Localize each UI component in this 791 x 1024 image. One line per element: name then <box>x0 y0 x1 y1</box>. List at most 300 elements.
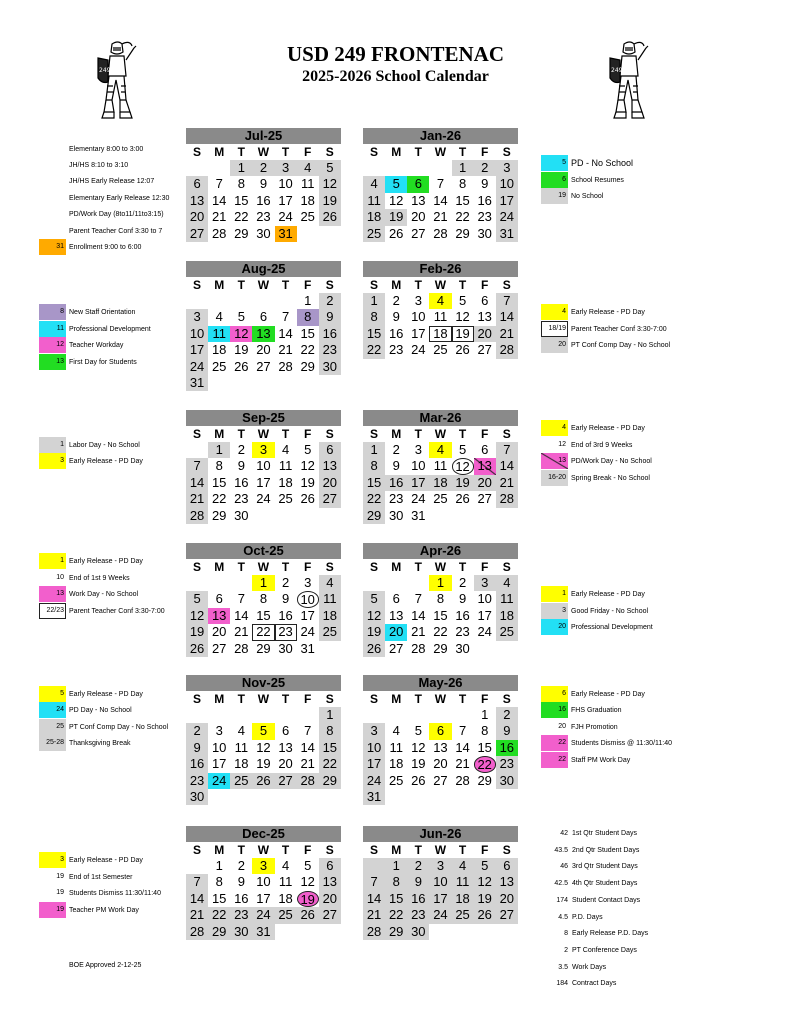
day-cell[interactable]: 20 <box>319 475 341 491</box>
day-cell[interactable]: 18 <box>278 474 293 490</box>
day-cell[interactable]: 26 <box>186 641 208 657</box>
day-cell[interactable]: 11 <box>278 458 293 474</box>
day-cell[interactable]: 1 <box>363 442 385 458</box>
day-cell[interactable]: 24 <box>256 491 271 507</box>
day-cell[interactable]: 21 <box>496 475 518 491</box>
day-cell[interactable]: 6 <box>319 858 341 874</box>
day-cell[interactable]: 14 <box>496 309 518 325</box>
day-cell[interactable]: 10 <box>297 591 319 607</box>
day-cell[interactable]: 2 <box>237 442 245 457</box>
day-cell[interactable]: 31 <box>411 507 426 523</box>
day-cell[interactable]: 19 <box>300 474 315 490</box>
day-cell[interactable]: 30 <box>278 640 293 656</box>
day-cell[interactable]: 22 <box>252 624 274 640</box>
day-cell[interactable]: 10 <box>211 739 227 755</box>
day-cell[interactable]: 19 <box>385 209 407 225</box>
day-cell[interactable]: 26 <box>474 907 496 923</box>
day-cell[interactable]: 31 <box>363 789 385 805</box>
day-cell[interactable]: 6 <box>496 858 518 874</box>
day-cell[interactable]: 24 <box>411 491 426 507</box>
day-cell[interactable]: 16 <box>319 326 341 342</box>
day-cell[interactable]: 22 <box>211 491 227 507</box>
day-cell[interactable]: 4 <box>452 858 474 874</box>
day-cell[interactable]: 26 <box>319 209 341 225</box>
day-cell[interactable]: 23 <box>407 907 429 923</box>
day-cell[interactable]: 20 <box>278 756 293 772</box>
day-cell[interactable]: 26 <box>455 342 470 358</box>
day-cell[interactable]: 5 <box>385 176 407 192</box>
day-cell[interactable]: 4 <box>297 160 319 176</box>
day-cell[interactable]: 25 <box>433 491 448 507</box>
day-cell[interactable]: 13 <box>388 607 404 623</box>
day-cell[interactable]: 13 <box>319 874 341 890</box>
day-cell[interactable]: 17 <box>256 890 271 906</box>
day-cell[interactable]: 17 <box>211 756 227 772</box>
day-cell[interactable]: 13 <box>411 192 426 208</box>
day-cell[interactable]: 21 <box>433 209 448 225</box>
day-cell[interactable]: 22 <box>300 342 315 358</box>
day-cell[interactable]: 17 <box>496 193 518 209</box>
day-cell[interactable]: 13 <box>477 309 492 325</box>
day-cell[interactable]: 24 <box>208 773 230 789</box>
day-cell[interactable]: 16 <box>455 607 470 623</box>
day-cell[interactable]: 6 <box>429 723 451 739</box>
day-cell[interactable]: 7 <box>186 458 208 474</box>
day-cell[interactable]: 12 <box>474 874 496 890</box>
day-cell[interactable]: 18 <box>429 475 451 491</box>
day-cell[interactable]: 23 <box>256 209 271 225</box>
day-cell[interactable]: 28 <box>297 773 319 789</box>
day-cell[interactable]: 11 <box>389 739 403 755</box>
day-cell[interactable]: 12 <box>300 874 315 890</box>
day-cell[interactable]: 8 <box>363 458 385 474</box>
day-cell[interactable]: 15 <box>300 325 315 341</box>
day-cell[interactable]: 19 <box>256 756 271 772</box>
day-cell[interactable]: 16 <box>388 325 404 341</box>
day-cell[interactable]: 5 <box>363 591 385 607</box>
day-cell[interactable]: 4 <box>319 575 341 591</box>
day-cell[interactable]: 15 <box>433 607 448 623</box>
day-cell[interactable]: 7 <box>186 874 208 890</box>
day-cell[interactable]: 7 <box>496 293 518 309</box>
day-cell[interactable]: 5 <box>237 309 245 325</box>
day-cell[interactable]: 14 <box>278 325 293 341</box>
day-cell[interactable]: 31 <box>252 924 274 940</box>
day-cell[interactable]: 26 <box>388 225 404 241</box>
day-cell[interactable]: 30 <box>496 773 518 789</box>
day-cell[interactable]: 23 <box>496 756 518 772</box>
day-cell[interactable]: 4 <box>215 309 223 325</box>
day-cell[interactable]: 25 <box>433 342 448 358</box>
day-cell[interactable]: 29 <box>319 773 341 789</box>
day-cell[interactable]: 1 <box>319 707 341 723</box>
day-cell[interactable]: 1 <box>304 293 312 308</box>
day-cell[interactable]: 22 <box>385 907 407 923</box>
day-cell[interactable]: 22 <box>363 342 385 358</box>
day-cell[interactable]: 7 <box>436 176 445 192</box>
day-cell[interactable]: 14 <box>211 192 227 208</box>
day-cell[interactable]: 22 <box>208 907 230 923</box>
day-cell[interactable]: 12 <box>411 739 426 755</box>
day-cell[interactable]: 15 <box>319 740 341 756</box>
day-cell[interactable]: 10 <box>186 326 208 342</box>
day-cell[interactable]: 1 <box>208 442 230 458</box>
day-cell[interactable]: 6 <box>186 176 208 192</box>
day-cell[interactable]: 19 <box>319 193 341 209</box>
day-cell[interactable]: 30 <box>230 924 252 940</box>
day-cell[interactable]: 2 <box>319 293 341 309</box>
day-cell[interactable]: 11 <box>300 176 315 192</box>
day-cell[interactable]: 28 <box>411 640 426 656</box>
day-cell[interactable]: 30 <box>256 225 271 241</box>
day-cell[interactable]: 10 <box>411 458 426 474</box>
day-cell[interactable]: 30 <box>319 359 341 375</box>
day-cell[interactable]: 20 <box>496 891 518 907</box>
day-cell[interactable]: 6 <box>319 442 341 458</box>
day-cell[interactable]: 21 <box>300 756 315 772</box>
day-cell[interactable]: 15 <box>211 474 227 490</box>
day-cell[interactable]: 2 <box>474 160 496 176</box>
day-cell[interactable]: 11 <box>208 326 230 342</box>
day-cell[interactable]: 11 <box>319 591 341 607</box>
day-cell[interactable]: 5 <box>319 160 341 176</box>
day-cell[interactable]: 24 <box>300 624 315 640</box>
day-cell[interactable]: 3 <box>429 858 451 874</box>
day-cell[interactable]: 3 <box>304 575 312 590</box>
day-cell[interactable]: 1 <box>385 858 407 874</box>
day-cell[interactable]: 4 <box>429 293 451 309</box>
day-cell[interactable]: 27 <box>319 907 341 923</box>
day-cell[interactable]: 27 <box>275 773 297 789</box>
day-cell[interactable]: 21 <box>363 907 385 923</box>
day-cell[interactable]: 10 <box>363 740 385 756</box>
day-cell[interactable]: 28 <box>496 342 518 358</box>
day-cell[interactable]: 28 <box>433 225 448 241</box>
day-cell[interactable]: 14 <box>186 475 208 491</box>
day-cell[interactable]: 6 <box>481 442 489 457</box>
day-cell[interactable]: 24 <box>252 907 274 923</box>
day-cell[interactable]: 20 <box>411 209 426 225</box>
day-cell[interactable]: 1 <box>429 575 451 591</box>
day-cell[interactable]: 7 <box>281 309 290 325</box>
day-cell[interactable]: 22 <box>234 209 249 225</box>
day-cell[interactable]: 14 <box>433 192 448 208</box>
day-cell[interactable]: 7 <box>458 723 467 739</box>
day-cell[interactable]: 9 <box>392 309 400 325</box>
day-cell[interactable]: 19 <box>186 624 208 640</box>
day-cell[interactable]: 17 <box>186 342 208 358</box>
day-cell[interactable]: 25 <box>230 773 252 789</box>
day-cell[interactable]: 8 <box>297 309 319 325</box>
day-cell[interactable]: 17 <box>278 192 293 208</box>
day-cell[interactable]: 26 <box>363 641 385 657</box>
day-cell[interactable]: 28 <box>363 924 385 940</box>
day-cell[interactable]: 9 <box>319 309 341 325</box>
day-cell[interactable]: 9 <box>407 874 429 890</box>
day-cell[interactable]: 4 <box>363 176 385 192</box>
day-cell[interactable]: 15 <box>385 891 407 907</box>
day-cell[interactable]: 31 <box>275 226 297 242</box>
day-cell[interactable]: 26 <box>234 358 249 374</box>
day-cell[interactable]: 7 <box>215 176 223 192</box>
day-cell[interactable]: 2 <box>237 858 245 873</box>
day-cell[interactable]: 27 <box>319 491 341 507</box>
day-cell[interactable]: 11 <box>363 193 385 209</box>
day-cell[interactable]: 3 <box>474 575 496 591</box>
day-cell[interactable]: 31 <box>186 375 208 391</box>
day-cell[interactable]: 5 <box>186 591 208 607</box>
day-cell[interactable]: 7 <box>414 591 422 607</box>
day-cell[interactable]: 18 <box>211 342 227 358</box>
day-cell[interactable]: 7 <box>304 723 312 739</box>
day-cell[interactable]: 5 <box>304 858 312 873</box>
day-cell[interactable]: 12 <box>256 739 271 755</box>
day-cell[interactable]: 25 <box>452 907 474 923</box>
day-cell[interactable]: 13 <box>433 739 448 755</box>
day-cell[interactable]: 24 <box>186 359 208 375</box>
day-cell[interactable]: 19 <box>234 342 249 358</box>
day-cell[interactable]: 26 <box>300 491 315 507</box>
day-cell[interactable]: 2 <box>392 293 400 308</box>
day-cell[interactable]: 22 <box>433 624 448 640</box>
day-cell[interactable]: 4 <box>392 723 400 739</box>
day-cell[interactable]: 2 <box>392 442 400 457</box>
day-cell[interactable]: 1 <box>215 858 223 873</box>
day-cell[interactable]: 27 <box>477 491 492 507</box>
day-cell[interactable]: 24 <box>278 209 293 225</box>
day-cell[interactable]: 10 <box>477 591 492 607</box>
day-cell[interactable]: 18 <box>234 756 249 772</box>
day-cell[interactable]: 5 <box>458 442 467 457</box>
day-cell[interactable]: 21 <box>186 907 208 923</box>
day-cell[interactable]: 16 <box>278 607 293 623</box>
day-cell[interactable]: 16 <box>256 192 271 208</box>
day-cell[interactable]: 15 <box>363 326 385 342</box>
day-cell[interactable]: 29 <box>256 640 271 656</box>
day-cell[interactable]: 18 <box>363 209 385 225</box>
day-cell[interactable]: 28 <box>211 225 227 241</box>
day-cell[interactable]: 12 <box>300 458 315 474</box>
day-cell[interactable]: 28 <box>234 640 249 656</box>
day-cell[interactable]: 14 <box>455 739 470 755</box>
day-cell[interactable]: 21 <box>455 756 470 772</box>
day-cell[interactable]: 18 <box>388 756 404 772</box>
day-cell[interactable]: 14 <box>186 891 208 907</box>
day-cell[interactable]: 30 <box>388 507 404 523</box>
day-cell[interactable]: 14 <box>411 607 426 623</box>
day-cell[interactable]: 1 <box>230 160 252 176</box>
day-cell[interactable]: 12 <box>319 176 341 192</box>
day-cell[interactable]: 2 <box>281 575 290 590</box>
day-cell[interactable]: 15 <box>477 739 492 755</box>
day-cell[interactable]: 21 <box>496 326 518 342</box>
day-cell[interactable]: 20 <box>211 624 227 640</box>
day-cell[interactable]: 12 <box>452 458 474 474</box>
day-cell[interactable]: 5 <box>474 858 496 874</box>
day-cell[interactable]: 30 <box>234 507 249 523</box>
day-cell[interactable]: 22 <box>474 756 496 772</box>
day-cell[interactable]: 28 <box>186 508 208 524</box>
day-cell[interactable]: 1 <box>481 707 489 722</box>
day-cell[interactable]: 23 <box>234 491 249 507</box>
day-cell[interactable]: 15 <box>363 475 385 491</box>
day-cell[interactable]: 7 <box>496 442 518 458</box>
day-cell[interactable]: 30 <box>455 640 470 656</box>
day-cell[interactable]: 9 <box>237 874 245 890</box>
day-cell[interactable]: 12 <box>455 309 470 325</box>
day-cell[interactable]: 29 <box>234 225 249 241</box>
day-cell[interactable]: 16 <box>385 475 407 491</box>
day-cell[interactable]: 18 <box>429 326 451 342</box>
day-cell[interactable]: 1 <box>452 160 474 176</box>
day-cell[interactable]: 29 <box>300 358 315 374</box>
day-cell[interactable]: 10 <box>278 176 293 192</box>
day-cell[interactable]: 28 <box>496 491 518 507</box>
day-cell[interactable]: 6 <box>281 723 290 739</box>
day-cell[interactable]: 24 <box>477 624 492 640</box>
day-cell[interactable]: 6 <box>392 591 400 607</box>
day-cell[interactable]: 31 <box>496 226 518 242</box>
day-cell[interactable]: 27 <box>411 225 426 241</box>
day-cell[interactable]: 9 <box>392 458 400 474</box>
day-cell[interactable]: 12 <box>186 608 208 624</box>
day-cell[interactable]: 17 <box>407 475 429 491</box>
day-cell[interactable]: 3 <box>215 723 223 739</box>
day-cell[interactable]: 19 <box>452 475 474 491</box>
day-cell[interactable]: 15 <box>234 192 249 208</box>
day-cell[interactable]: 20 <box>474 475 496 491</box>
day-cell[interactable]: 5 <box>304 442 312 457</box>
day-cell[interactable]: 3 <box>186 309 208 325</box>
day-cell[interactable]: 3 <box>275 160 297 176</box>
day-cell[interactable]: 29 <box>433 640 448 656</box>
day-cell[interactable]: 16 <box>234 890 249 906</box>
day-cell[interactable]: 9 <box>259 176 268 192</box>
day-cell[interactable]: 20 <box>186 209 208 225</box>
day-cell[interactable]: 7 <box>363 874 385 890</box>
day-cell[interactable]: 10 <box>496 176 518 192</box>
day-cell[interactable]: 29 <box>455 225 470 241</box>
day-cell[interactable]: 14 <box>363 891 385 907</box>
day-cell[interactable]: 25 <box>300 209 315 225</box>
day-cell[interactable]: 8 <box>385 874 407 890</box>
day-cell[interactable]: 30 <box>186 789 208 805</box>
day-cell[interactable]: 14 <box>496 458 518 474</box>
day-cell[interactable]: 20 <box>433 756 448 772</box>
day-cell[interactable]: 23 <box>275 624 297 640</box>
day-cell[interactable]: 28 <box>278 358 293 374</box>
day-cell[interactable]: 21 <box>186 491 208 507</box>
day-cell[interactable]: 19 <box>411 756 426 772</box>
day-cell[interactable]: 17 <box>477 607 492 623</box>
day-cell[interactable]: 4 <box>281 442 290 457</box>
day-cell[interactable]: 27 <box>496 907 518 923</box>
day-cell[interactable]: 24 <box>363 773 385 789</box>
day-cell[interactable]: 6 <box>259 309 268 325</box>
day-cell[interactable]: 8 <box>458 176 467 192</box>
day-cell[interactable]: 30 <box>477 225 492 241</box>
day-cell[interactable]: 26 <box>252 773 274 789</box>
day-cell[interactable]: 23 <box>186 773 208 789</box>
day-cell[interactable]: 15 <box>256 607 271 623</box>
day-cell[interactable]: 13 <box>186 193 208 209</box>
day-cell[interactable]: 3 <box>414 442 422 457</box>
day-cell[interactable]: 13 <box>278 739 293 755</box>
day-cell[interactable]: 23 <box>477 209 492 225</box>
day-cell[interactable]: 24 <box>429 907 451 923</box>
day-cell[interactable]: 9 <box>281 591 290 607</box>
day-cell[interactable]: 17 <box>256 474 271 490</box>
day-cell[interactable]: 9 <box>458 591 467 607</box>
day-cell[interactable]: 31 <box>300 640 315 656</box>
day-cell[interactable]: 12 <box>230 326 252 342</box>
day-cell[interactable]: 8 <box>319 723 341 739</box>
day-cell[interactable]: 19 <box>363 624 385 640</box>
day-cell[interactable]: 20 <box>256 342 271 358</box>
day-cell[interactable]: 8 <box>237 176 245 192</box>
day-cell[interactable]: 30 <box>407 924 429 940</box>
day-cell[interactable]: 28 <box>455 772 470 788</box>
day-cell[interactable]: 20 <box>474 326 496 342</box>
day-cell[interactable]: 25 <box>388 772 404 788</box>
day-cell[interactable]: 13 <box>252 326 274 342</box>
day-cell[interactable]: 17 <box>429 891 451 907</box>
day-cell[interactable]: 22 <box>319 756 341 772</box>
day-cell[interactable]: 11 <box>496 591 518 607</box>
day-cell[interactable]: 8 <box>363 309 385 325</box>
day-cell[interactable]: 21 <box>211 209 227 225</box>
day-cell[interactable]: 2 <box>496 707 518 723</box>
day-cell[interactable]: 11 <box>234 739 249 755</box>
day-cell[interactable]: 8 <box>215 874 223 890</box>
day-cell[interactable]: 29 <box>208 924 230 940</box>
day-cell[interactable]: 8 <box>436 591 445 607</box>
day-cell[interactable]: 25 <box>319 624 341 640</box>
day-cell[interactable]: 29 <box>363 508 385 524</box>
day-cell[interactable]: 12 <box>388 192 404 208</box>
day-cell[interactable]: 28 <box>186 924 208 940</box>
day-cell[interactable]: 27 <box>256 358 271 374</box>
day-cell[interactable]: 16 <box>496 740 518 756</box>
day-cell[interactable]: 19 <box>474 891 496 907</box>
day-cell[interactable]: 21 <box>411 624 426 640</box>
day-cell[interactable]: 19 <box>452 326 474 342</box>
day-cell[interactable]: 29 <box>385 924 407 940</box>
day-cell[interactable]: 1 <box>363 293 385 309</box>
day-cell[interactable]: 23 <box>230 907 252 923</box>
day-cell[interactable]: 25 <box>211 358 227 374</box>
day-cell[interactable]: 18 <box>300 192 315 208</box>
day-cell[interactable]: 13 <box>474 458 496 474</box>
day-cell[interactable]: 22 <box>363 491 385 507</box>
day-cell[interactable]: 15 <box>455 192 470 208</box>
day-cell[interactable]: 11 <box>433 309 448 325</box>
day-cell[interactable]: 2 <box>186 723 208 739</box>
day-cell[interactable]: 3 <box>252 442 274 458</box>
day-cell[interactable]: 5 <box>414 723 422 739</box>
day-cell[interactable]: 9 <box>237 458 245 474</box>
day-cell[interactable]: 14 <box>300 739 315 755</box>
day-cell[interactable]: 12 <box>363 608 385 624</box>
day-cell[interactable]: 11 <box>278 874 293 890</box>
day-cell[interactable]: 16 <box>186 756 208 772</box>
day-cell[interactable]: 17 <box>411 325 426 341</box>
day-cell[interactable]: 4 <box>237 723 245 739</box>
day-cell[interactable]: 3 <box>252 858 274 874</box>
day-cell[interactable]: 17 <box>300 607 315 623</box>
day-cell[interactable]: 6 <box>407 176 429 192</box>
day-cell[interactable]: 25 <box>275 907 297 923</box>
